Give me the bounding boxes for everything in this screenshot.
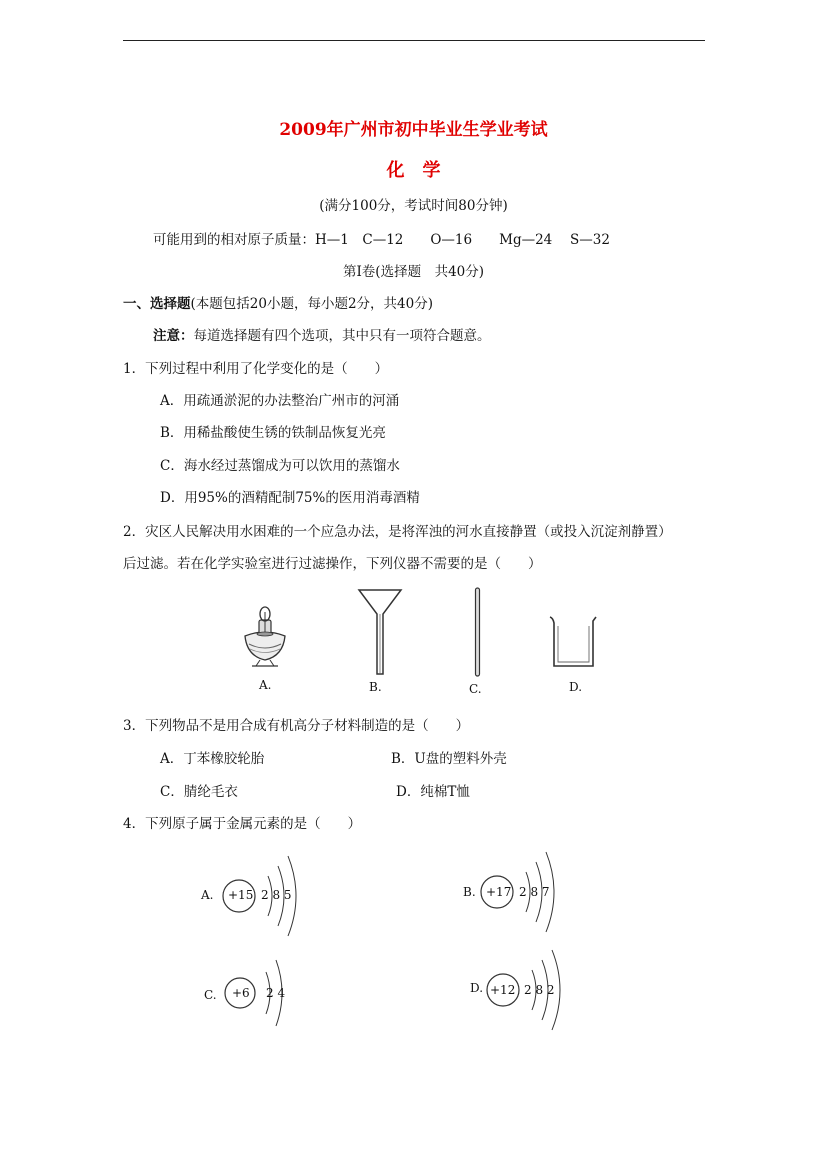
q1-option-c: C．海水经过蒸馏成为可以饮用的蒸馏水: [160, 458, 400, 474]
q3-option-d: D．纯棉T恤: [396, 784, 470, 800]
q4-nucleus-b: +17: [486, 885, 512, 899]
exam-meta: (满分100分，考试时间80分钟): [319, 198, 508, 214]
funnel-icon: [357, 588, 403, 676]
section-heading: [123, 292, 433, 312]
q1-option-b: B．用稀盐酸使生锈的铁制品恢复光亮: [160, 425, 386, 441]
note-rest: 每道选择题有四个选项，其中只有一项符合题意。: [193, 328, 491, 344]
q2-label-a: A.: [259, 678, 272, 692]
q4-nucleus-c: +6: [232, 986, 250, 1000]
note: [153, 324, 491, 344]
q2-label-c: C.: [469, 682, 482, 696]
note-bold: 注意：: [153, 328, 194, 344]
atomic-masses: 可能用到的相对原子质量：H—1 C—12 O—16 Mg—24 S—32: [153, 232, 610, 248]
q4-shells-c: 2 4: [266, 986, 286, 1000]
q4-label-a: A.: [201, 888, 214, 902]
q4-nucleus-a: +15: [228, 888, 254, 902]
section-heading-bold: 一、选择题: [123, 296, 191, 312]
q4-label-d: D.: [470, 981, 484, 995]
q3-option-c: C．腈纶毛衣: [160, 784, 238, 800]
beaker-icon: [547, 614, 599, 670]
q3-option-b: B．U盘的塑料外壳: [391, 751, 507, 767]
section-heading-rest: (本题包括20小题，每小题2分，共40分): [190, 296, 433, 312]
q3-stem: 3．下列物品不是用合成有机高分子材料制造的是（ ）: [123, 718, 470, 734]
q2-stem-line1: 2．灾区人民解决用水困难的一个应急办法，是将浑浊的河水直接静置（或投入沉淀剂静置）: [123, 524, 672, 540]
q1-option-a: A．用疏通淤泥的办法整治广州市的河涌: [160, 393, 400, 409]
q4-stem: 4．下列原子属于金属元素的是（ ）: [123, 816, 362, 832]
q4-shells-b: 2 8 7: [519, 885, 550, 899]
q1-option-d: D．用95%的酒精配制75%的医用消毒酒精: [160, 490, 420, 506]
q2-label-b: B.: [369, 680, 382, 694]
exam-title: 2009年广州市初中毕业生学业考试: [279, 120, 548, 140]
q4-nucleus-d: +12: [490, 983, 516, 997]
q4-label-b: B.: [463, 885, 476, 899]
q3-option-a: A．丁苯橡胶轮胎: [160, 751, 265, 767]
q4-shells-a: 2 8 5: [261, 888, 292, 902]
q2-label-d: D.: [569, 680, 583, 694]
q4-shells-d: 2 8 2: [524, 983, 555, 997]
alcohol-lamp-icon: [240, 604, 290, 666]
glass-rod-icon: [474, 587, 482, 677]
q1-stem: 1．下列过程中利用了化学变化的是（ ）: [123, 361, 389, 377]
header-rule: [123, 40, 705, 41]
q2-stem-line2: 后过滤。若在化学实验室进行过滤操作，下列仪器不需要的是（ ）: [123, 556, 542, 572]
q4-label-c: C.: [204, 988, 217, 1002]
volume-title: 第Ⅰ卷(选择题 共40分): [342, 264, 485, 280]
subject-title: 化 学: [386, 160, 441, 181]
